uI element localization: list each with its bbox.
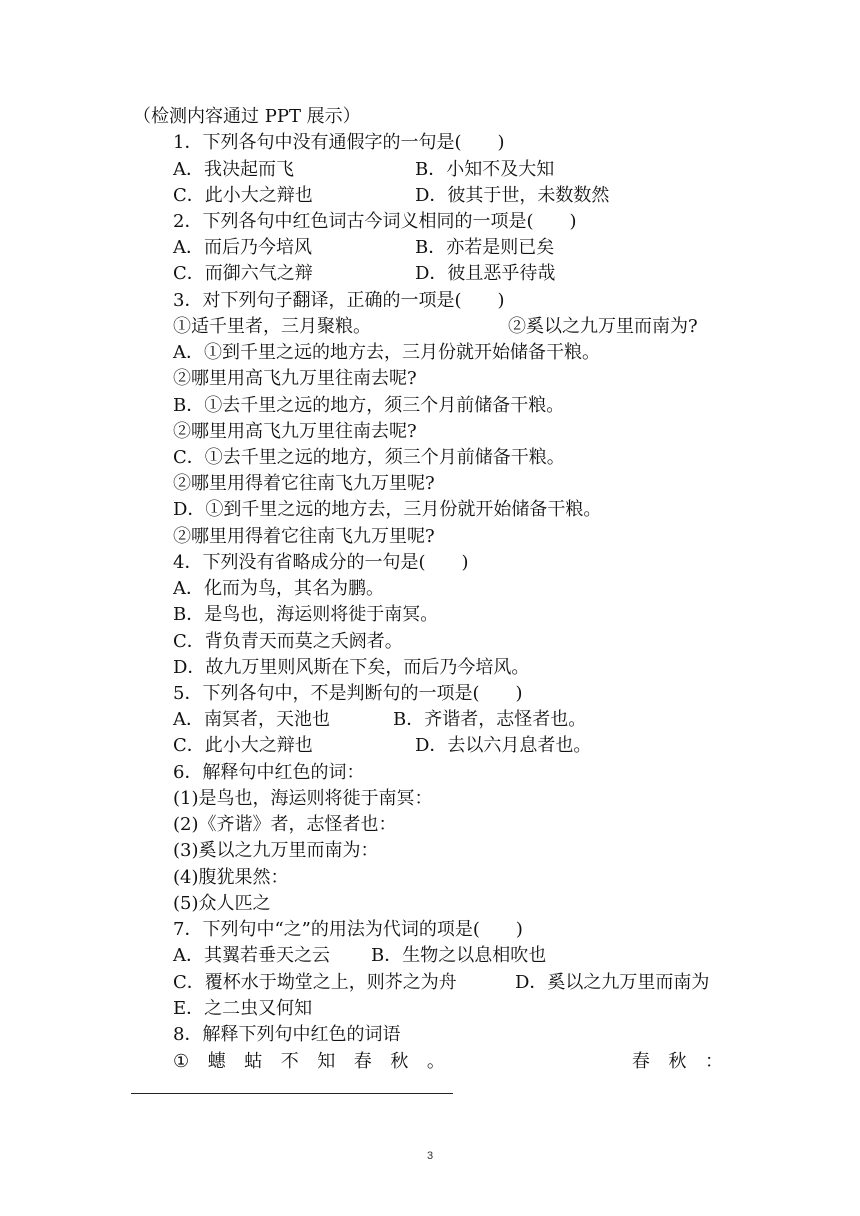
q7-option-a: A．其翼若垂天之云 [173, 945, 330, 966]
q5-option-d: D．去以六月息者也。 [415, 735, 592, 756]
q2-option-b: B．亦若是则已矣 [415, 237, 555, 258]
q8-char: 知 [317, 1051, 336, 1072]
q1-option-d: D．彼其于世，未数数然 [415, 185, 610, 206]
q3-sentence-2: ②奚以之九万里而南为? [508, 316, 698, 337]
q8-char: 。 [426, 1051, 445, 1072]
q5-stem: 5．下列各句中，不是判断句的一项是( ) [173, 683, 523, 704]
page-number: 3 [426, 1150, 434, 1162]
q8-char: 春 [631, 1051, 650, 1072]
q1-option-b: B．小知不及大知 [415, 159, 555, 180]
q8-sentence-1 [173, 1049, 723, 1075]
q1-option-c: C．此小大之辩也 [173, 185, 313, 206]
q3-option-b-1: B．①去千里之远的地方，须三个月前储备干粮。 [173, 395, 565, 416]
q3-option-a-2: ②哪里用高飞九万里往南去呢? [173, 368, 417, 389]
q4-option-a: A．化而为鸟，其名为鹏。 [173, 578, 384, 599]
q8-char: 蟪 [207, 1051, 226, 1072]
q7-option-c: C．覆杯水于坳堂之上，则芥之为舟 [173, 972, 457, 993]
q6-item-3: (3)奚以之九万里而南为： [173, 840, 379, 861]
q3-option-c-1: C．①去千里之远的地方，须三个月前储备干粮。 [173, 447, 565, 468]
q7-option-d: D．奚以之九万里而南为 [515, 972, 710, 993]
q1-option-a: A．我决起而飞 [173, 159, 294, 180]
q2-option-d: D．彼且恶乎待哉 [415, 263, 556, 284]
q4-option-c: C．背负青天而莫之夭阏者。 [173, 631, 403, 652]
q8-char: 秋 [390, 1051, 409, 1072]
q4-stem: 4．下列没有省略成分的一句是( ) [173, 552, 469, 573]
q8-char: ① [173, 1051, 190, 1072]
q8-char: 春 [353, 1051, 372, 1072]
q3-option-b-2: ②哪里用高飞九万里往南去呢? [173, 421, 417, 442]
q8-char: 不 [280, 1051, 299, 1072]
q8-stem: 8．解释下列句中红色的词语 [173, 1024, 401, 1045]
q5-option-b: B．齐谐者，志怪者也。 [393, 709, 587, 730]
q3-option-a-1: A．①到千里之远的地方去，三月份就开始储备干粮。 [173, 342, 600, 363]
q7-option-e: E．之二虫又何知 [173, 998, 313, 1019]
q6-stem: 6．解释句中红色的词： [173, 762, 365, 783]
q8-gap [463, 1049, 613, 1075]
q1-stem: 1．下列各句中没有通假字的一句是( ) [173, 132, 505, 153]
q5-option-a: A．南冥者，天池也 [173, 709, 330, 730]
q3-option-d-1: D．①到千里之远的地方去，三月份就开始储备干粮。 [173, 499, 602, 520]
q3-stem: 3．对下列句子翻译，正确的一项是( ) [173, 290, 505, 311]
q6-item-2: (2)《齐谐》者，志怪者也： [173, 814, 397, 835]
q7-stem: 7．下列句中“之”的用法为代词的项是( ) [173, 919, 523, 940]
q3-option-c-2: ②哪里用得着它往南飞九万里呢? [173, 473, 435, 494]
q5-option-c: C．此小大之辩也 [173, 735, 313, 756]
q6-item-4: (4)腹犹果然： [173, 867, 289, 888]
q3-option-d-2: ②哪里用得着它往南飞九万里呢? [173, 526, 435, 547]
q4-option-d: D．故九万里则风斯在下矣，而后乃今培风。 [173, 657, 530, 678]
q4-option-b: B．是鸟也，海运则将徙于南冥。 [173, 604, 439, 625]
q6-item-5: (5)众人匹之 [173, 893, 271, 914]
q8-char: 秋 [668, 1051, 687, 1072]
q6-item-1: (1)是鸟也，海运则将徙于南冥： [173, 788, 433, 809]
answer-blank-line [131, 1093, 453, 1094]
q7-option-b: B．生物之以息相吹也 [371, 945, 547, 966]
header-note: （检测内容通过 PPT 展示） [133, 106, 361, 127]
q3-sentence-1: ①适千里者，三月聚粮。 [173, 316, 371, 337]
q2-option-a: A．而后乃今培风 [173, 237, 312, 258]
q8-char: ： [704, 1051, 723, 1072]
q2-option-c: C．而御六气之辩 [173, 263, 313, 284]
q2-stem: 2．下列各句中红色词古今词义相同的一项是( ) [173, 211, 577, 232]
q8-char: 蛄 [244, 1051, 263, 1072]
